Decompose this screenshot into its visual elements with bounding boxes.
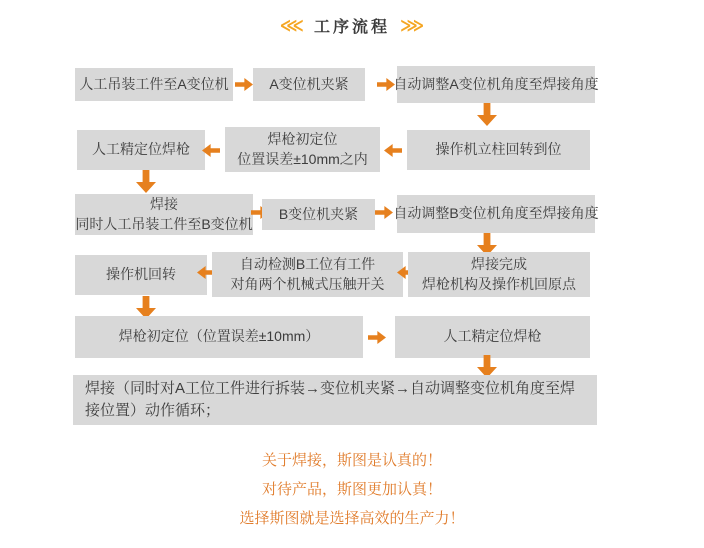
flow-node-weld-complete-return-home: [408, 252, 590, 297]
flow-node-weld-lift-to-B: [75, 194, 253, 235]
flow-node-text: 焊接完成: [471, 255, 527, 272]
flow-node-text: 操作机回转: [106, 266, 176, 283]
flow-node-text: 焊枪机构及操作机回原点: [422, 275, 576, 292]
flow-node-manual-fine-position-2: [395, 316, 590, 358]
flow-node-manipulator-rotate: [75, 255, 207, 295]
flow-node-A-auto-angle: [393, 66, 599, 103]
flow-node-text: 自动检测B工位有工件: [239, 255, 376, 272]
flow-node-text: B变位机夹紧: [278, 205, 359, 222]
chevrons-right-icon: ⋙: [400, 16, 425, 35]
flow-node-text: 同时人工吊装工件至B变位机: [75, 215, 253, 232]
flow-node-detect-B-workpiece: [212, 252, 403, 297]
flow-node-text: 自动调整A变位机角度至焊接角度: [393, 75, 599, 92]
arrow-down-icon: [136, 170, 156, 193]
flow-node-text: 焊枪初定位（位置误差±10mm）: [118, 328, 320, 345]
arrow-right-icon: [377, 78, 395, 91]
page-title-text: 工序流程: [313, 19, 390, 36]
page-title: [0, 14, 704, 37]
flow-node-text: 人工精定位焊枪: [92, 141, 190, 158]
flow-node-weld-cycle: [73, 375, 597, 425]
flow-node-lift-to-A: [75, 68, 233, 101]
flow-node-torch-initial-position-1: [225, 127, 380, 172]
arrow-left-icon: [384, 144, 402, 157]
flow-node-text: 位置误差±10mm之内: [237, 150, 368, 167]
footer-slogans: [0, 452, 704, 539]
flow-node-text: 对角两个机械式压触开关: [230, 275, 385, 292]
slogan-line-2: 对待产品，斯图更加认真！: [261, 481, 442, 498]
flow-node-text: 焊接（同时对A工位工件进行拆装→变位机夹紧→自动调整变位机角度至焊接位置）动作循环；: [85, 379, 576, 419]
chevrons-left-icon: ⋘: [279, 16, 304, 35]
flow-node-torch-initial-position-2: [75, 316, 363, 358]
slogan-line-1: 关于焊接，斯图是认真的！: [261, 452, 442, 469]
flow-node-text: 焊枪初定位: [267, 130, 338, 147]
flow-node-text: 人工吊装工件至A变位机: [79, 75, 229, 92]
flow-node-text: 自动调整B变位机角度至焊接角度: [393, 205, 599, 222]
flow-node-B-clamp: [262, 199, 375, 230]
flow-node-column-rotate-in-place: [407, 130, 590, 170]
flow-node-B-auto-angle: [393, 195, 599, 233]
flow-node-text: 焊接: [150, 195, 178, 212]
arrow-right-icon: [235, 78, 253, 91]
flow-node-text: 操作机立柱回转到位: [435, 141, 562, 158]
arrow-down-icon: [477, 103, 497, 126]
arrow-right-icon: [368, 331, 386, 344]
flow-node-text: 人工精定位焊枪: [443, 328, 542, 345]
flow-node-manual-fine-position-1: [77, 130, 205, 170]
arrow-right-icon: [375, 206, 393, 219]
flow-node-text: A变位机夹紧: [269, 75, 349, 92]
slogan-line-3: 选择斯图就是选择高效的生产力！: [239, 510, 465, 527]
flow-node-A-clamp: [253, 68, 365, 101]
